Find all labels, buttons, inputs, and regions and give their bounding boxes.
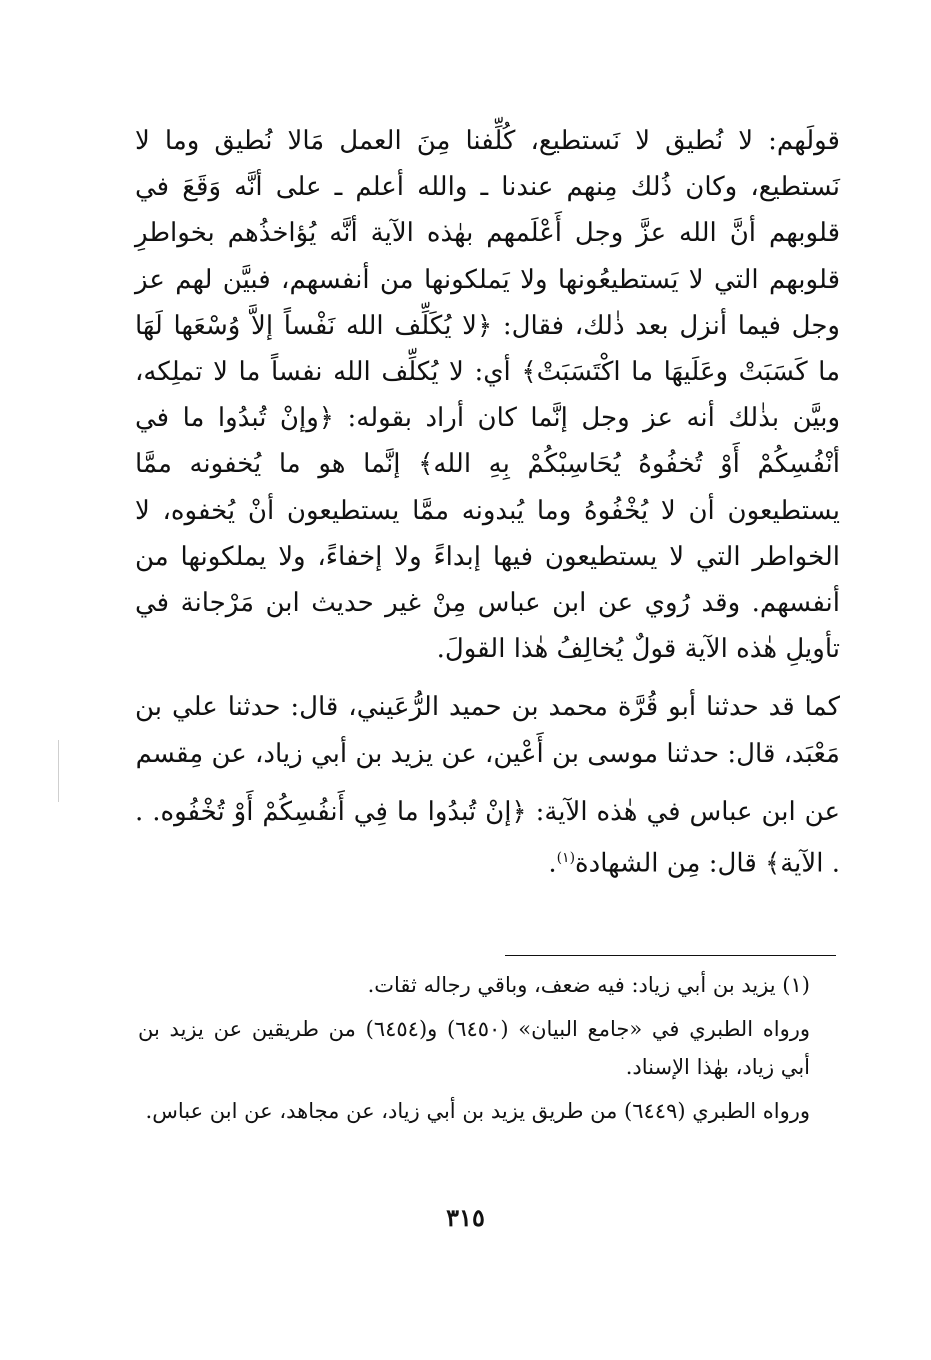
footnote-3: ورواه الطبري (٦٤٤٩) من طريق يزيد بن أبي زياد، عن مجاهد، عن ابن عباس. [145,1099,810,1123]
paragraph-3-end: . [548,848,557,879]
paragraph-3 [135,789,840,887]
footnotes [138,966,838,1136]
paragraph-2: كما قد حدثنا أبو قُرَّة محمد بن حميد الرُّعَيني، قال: حدثنا علي بن مَعْبَد، قال: حدثنا موسى بن أَعْين، عن يزيد بن أبي زياد، عن مِقسم [135,692,840,769]
margin-mark [58,740,59,802]
main-text [135,118,840,887]
page-number: ٣١٥ [446,1203,485,1232]
footnote-1: (١) يزيد بن أبي زياد: فيه ضعف، وباقي رجاله ثقات. [367,973,810,997]
paragraph-3-text: عن ابن عباس في هٰذه الآية: ﴿إنْ تُبدُوا ما فِي أَنفُسِكُمْ أَوْ تُخْفُوه. . . الآية﴾ قال: مِن الشهادة [135,796,840,879]
footnote-2: ورواه الطبري في «جامع البيان» (٦٤٥٠) و(٦٤٥٤) من طريقين عن يزيد بن أبي زياد، بهٰذا الإسناد. [138,1017,811,1079]
footnote-reference: (١) [556,850,576,867]
footnote-separator [505,955,836,956]
paragraph-1: قولَهم: لا نُطيق لا نَستطيع، كُلِّفنا مِنَ العمل مَالا نُطيق وما لا نَستطيع، وكان ذُلك مِنهم عندنا ـ والله أعلم ـ على أنَّه وَقَعَ في قلوبهم أنَّ الله عزَّ وجل أَعْلَمهم بهٰذه الآية أنَّه يُؤاخذُهم بخواطرِ قلوبهم التي لا يَستطيعُونها ولا يَملكونها من أنفسهم، فبيَّن لهم عز وجل فيما أنزل بعد ذٰلك، فقال: ﴿لا يُكَلِّف الله نَفْساً إلاَّ وُسْعَها لَهَا ما كَسَبَتْ وعَلَيهَا ما اكْتَسَبَتْ﴾ أي: لا يُكلِّف الله نفساً ما لا تملِكه، وبيَّن بذٰلك أنه عز وجل إنَّما كان أراد بقوله: ﴿وإنْ تُبدُوا ما في أنْفُسِكُمْ أَوْ تُخفُوهُ يُحَاسِبْكُمْ بِهِ الله﴾ إنَّما هو ما يُخفونه ممَّا يستطيعون أن لا يُخْفُوهُ وما يُبدونه ممَّا يستطيعون أنْ يُخفوه، لا الخواطر التي لا يستطيعون فيها إبداءً ولا إخفاءً، ولا يملكونها من أنفسهم. وقد رُوي عن ابن عباس مِنْ غير حديث ابن مَرْجانة في تأويلِ هٰذه الآية قولٌ يُخالِفُ هٰذا القولَ. [135,126,840,665]
